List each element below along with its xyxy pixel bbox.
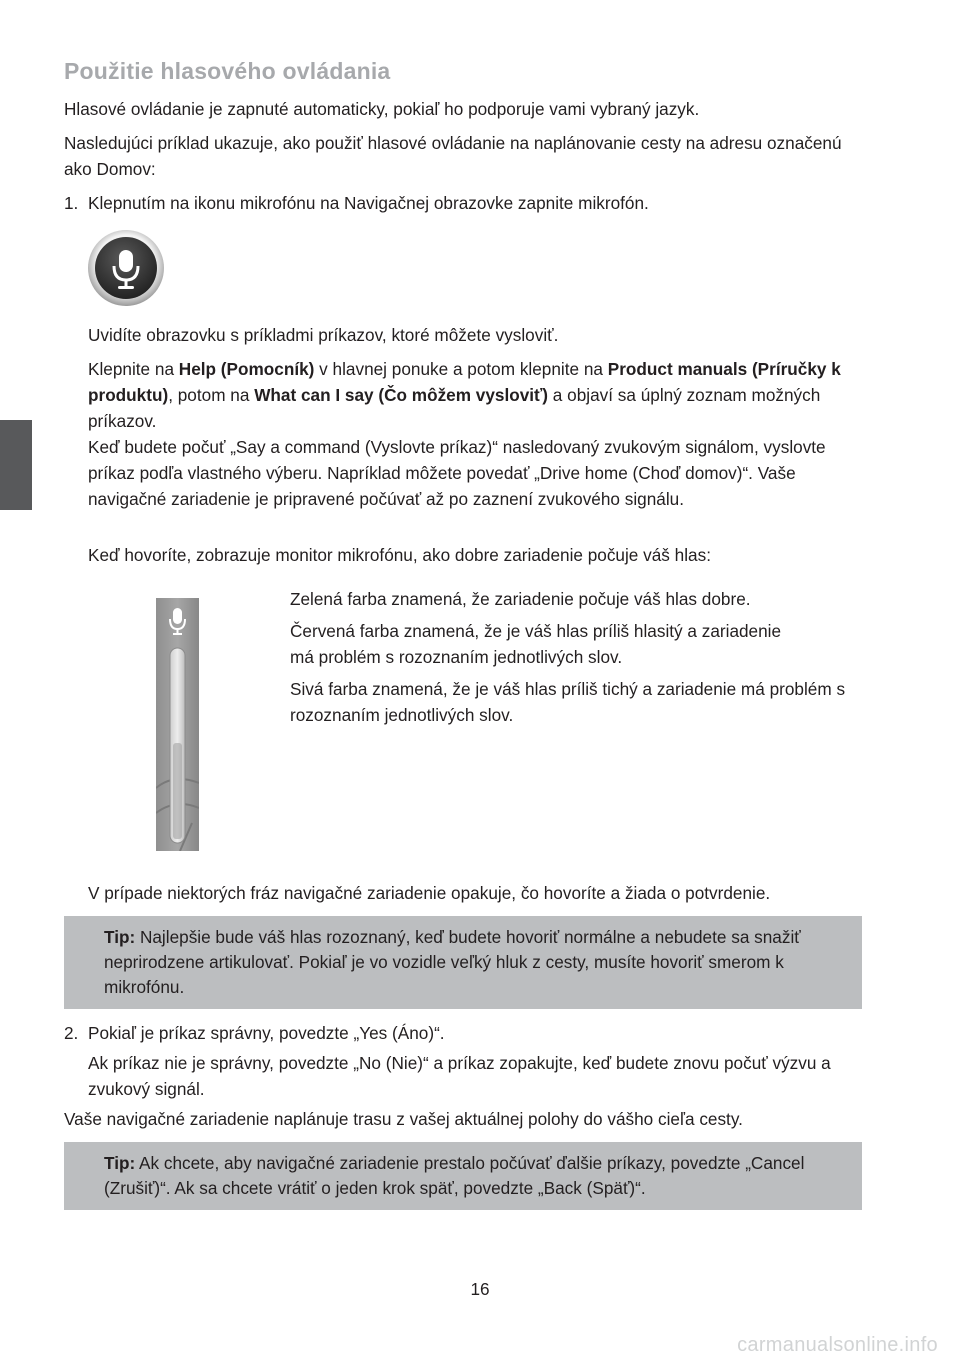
tip-box-1 <box>64 916 862 1009</box>
color-green-text: Zelená farba znamená, že zariadenie počuje váš hlas dobre. <box>290 589 751 609</box>
step-1-text: Klepnutím na ikonu mikrofónu na Navigačnej obrazovke zapnite mikrofón. <box>88 193 649 213</box>
color-grey-text: Sivá farba znamená, že je váš hlas príliš tichý a zariadenie má problém s rozoznaním jednotlivých slov. <box>290 679 846 725</box>
monitor-paragraph: Keď hovoríte, zobrazuje monitor mikrofónu, ako dobre zariadenie počuje váš hlas: <box>88 545 711 565</box>
intro-paragraph-1: Hlasové ovládanie je zapnuté automaticky, pokiaľ ho podporuje vami vybraný jazyk. <box>64 99 700 119</box>
tip-text: Ak chcete, aby navigačné zariadenie prestalo počúvať ďalšie príkazy, povedzte „Cancel (Zrušiť)“. Ak sa chcete vrátiť o jeden krok späť, povedzte „Back (Späť)“. <box>104 1153 805 1198</box>
tip-label: Tip: <box>104 927 136 947</box>
tip-label: Tip: <box>104 1153 136 1173</box>
repeat-paragraph: V prípade niektorých fráz navigačné zariadenie opakuje, čo hovoríte a žiada o potvrdenie. <box>88 883 771 903</box>
microphone-icon <box>86 228 166 308</box>
page-number: 16 <box>470 1279 490 1299</box>
step-1-number: 1. <box>64 193 79 213</box>
tip-text: Najlepšie bude váš hlas rozoznaný, keď budete hovoriť normálne a nebudete sa snažiť neprirodzene artikulovať. Pokiaľ je vo vozidle veľký hluk z cesty, musíte hovoriť smerom k mikrofónu. <box>104 927 801 997</box>
tip-box-2 <box>64 1142 862 1210</box>
step-2-text: Pokiaľ je príkaz správny, povedzte „Yes (Áno)“. <box>88 1023 445 1043</box>
command-screen-text: Uvidíte obrazovku s príkladmi príkazov, ktoré môžete vysloviť. <box>88 325 559 345</box>
step-2-number: 2. <box>64 1023 79 1043</box>
say-command-paragraph: Keď budete počuť „Say a command (Vyslovte príkaz)“ nasledovaný zvukovým signálom, vyslovte príkaz podľa vlastného výberu. Napríklad môžete povedať „Drive home (Choď domov)“. Vaše navigačné zariadenie je pripravené počúvať až po zaznení zvukového signálu. <box>88 437 826 509</box>
microphone-level-monitor <box>156 598 199 851</box>
help-instructions: Klepnite na Help (Pomocník) v hlavnej ponuke a potom klepnite na Product manuals (Príručky k produktu), potom na What can I say (Čo môžem vysloviť) a objaví sa úplný zoznam možných príkazov. <box>88 359 841 431</box>
step-2-subtext: Ak príkaz nie je správny, povedzte „No (Nie)“ a príkaz zopakujte, keď budete znovu počuť výzvu a zvukový signál. <box>88 1053 831 1099</box>
color-red-text: Červená farba znamená, že je váš hlas príliš hlasitý a zariadenie má problém s rozoznaním jednotlivých slov. <box>290 621 782 667</box>
chapter-tab-marker <box>0 420 32 510</box>
outro-paragraph: Vaše navigačné zariadenie naplánuje trasu z vašej aktuálnej polohy do vášho cieľa cesty. <box>64 1109 743 1129</box>
intro-paragraph-2: Nasledujúci príklad ukazuje, ako použiť hlasové ovládanie na naplánovanie cesty na adresu označenú ako Domov: <box>64 133 842 179</box>
watermark: carmanualsonline.info <box>737 1334 938 1356</box>
section-title: Použitie hlasového ovládania <box>64 58 391 84</box>
